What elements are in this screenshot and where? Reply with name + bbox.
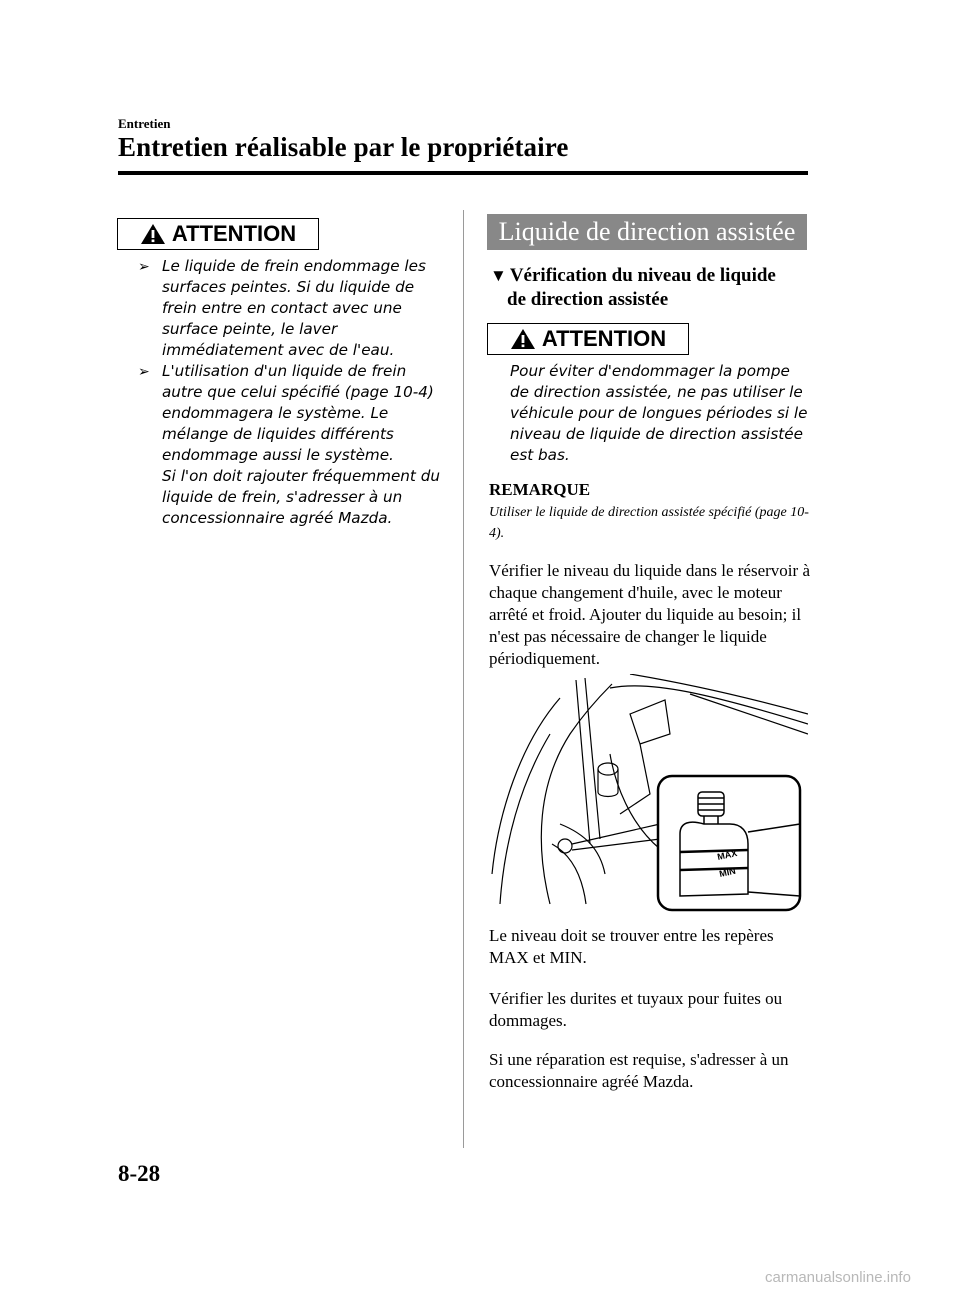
warning-triangle-icon: [510, 328, 536, 350]
section-title-banner: Liquide de direction assistée: [487, 214, 807, 250]
attention-box-left: [117, 218, 319, 250]
max-label: MAX: [716, 848, 738, 862]
body-paragraph: Le niveau doit se trouver entre les repères MAX et MIN.: [489, 926, 774, 967]
power-steering-reservoir-illustration: [490, 674, 808, 914]
attention-item-text: L'utilisation d'un liquide de frein autre que celui spécifié (page 10-4) endommagera le système. Le mélange de liquides différents endommage aussi le système.: [162, 362, 434, 464]
attention-label: ATTENTION: [171, 221, 297, 246]
column-divider: [463, 210, 464, 1148]
attention-item: [138, 361, 450, 529]
remarque-text: Utiliser le liquide de direction assistée spécifié (page 10-4).: [489, 505, 809, 541]
body-paragraph: Vérifier les durites et tuyaux pour fuites ou dommages.: [489, 989, 783, 1030]
attention-item: [138, 256, 450, 361]
body-paragraph: Si une réparation est requise, s'adresser à un concessionnaire agréé Mazda.: [489, 1050, 789, 1091]
remarque-title: REMARQUE: [489, 480, 591, 499]
page-number: 8-28: [118, 1161, 161, 1186]
header-rule: [118, 171, 808, 175]
attention-text-right: Pour éviter d'endommager la pompe de direction assistée, ne pas utiliser le véhicule pour de longues périodes si le niveau de liquide de direction assistée est bas.: [510, 362, 808, 464]
subsection-heading-line2: de direction assistée: [507, 289, 669, 310]
min-label: MIN: [718, 865, 737, 879]
warning-triangle-icon: [140, 223, 166, 245]
arrow-bullet-icon: ➢: [138, 364, 150, 380]
body-paragraph: Vérifier le niveau du liquide dans le réservoir à chaque changement d'huile, avec le moteur arrêté et froid. Ajouter du liquide au besoin; il n'est pas nécessaire de changer le liquide périodiquement.: [489, 561, 810, 668]
section-label: Entretien: [118, 116, 171, 131]
attention-item-text: Le liquide de frein endommage les surfaces peintes. Si du liquide de frein entre en contact avec une surface peinte, le laver immédiatement avec de l'eau.: [162, 257, 426, 359]
attention-label: ATTENTION: [541, 326, 667, 351]
attention-box-right: [487, 323, 689, 355]
attention-item-text: Si l'on doit rajouter fréquemment du liquide de frein, s'adresser à un concessionnaire agréé Mazda.: [162, 467, 440, 527]
subsection-heading: [490, 264, 810, 312]
subsection-heading-line1: Vérification du niveau de liquide: [509, 265, 776, 286]
arrow-bullet-icon: ➢: [138, 259, 150, 275]
attention-list-left: [138, 256, 450, 529]
watermark: carmanualsonline.info: [765, 1269, 911, 1286]
page-title: Entretien réalisable par le propriétaire: [118, 132, 569, 162]
triangle-marker-icon: ▼: [490, 266, 507, 285]
